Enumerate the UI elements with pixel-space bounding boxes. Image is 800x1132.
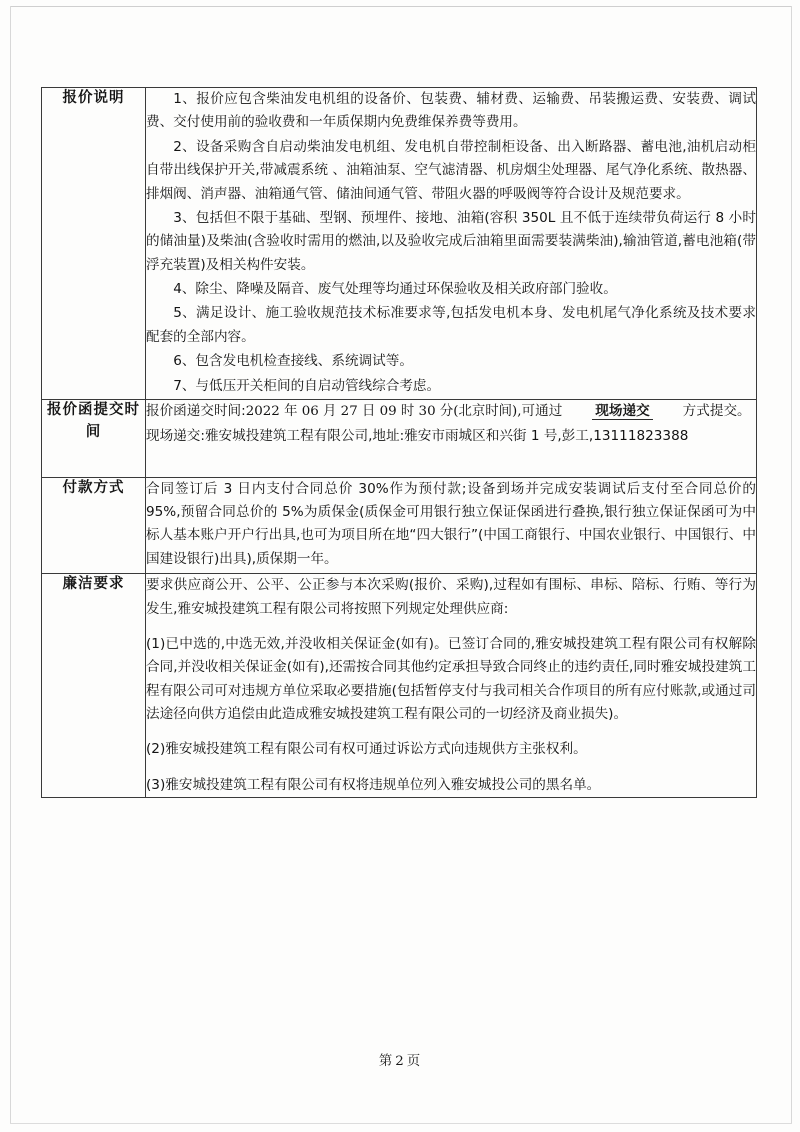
scan-edge-top bbox=[10, 6, 792, 7]
scan-edge-bottom bbox=[10, 1123, 792, 1124]
row-label-quotation-notes: 报价说明 bbox=[42, 88, 146, 400]
submission-line-2: 现场递交:雅安城投建筑工程有限公司,地址:雅安市雨城区和兴街 1 号,彭工,13111823388 bbox=[146, 428, 689, 445]
footer-page-number: 2 bbox=[395, 1054, 405, 1069]
submission-tail: 方式提交。 bbox=[682, 402, 751, 419]
row-label-payment: 付款方式 bbox=[42, 477, 146, 574]
submission-line-1 bbox=[146, 400, 756, 423]
submission-datetime: 2022 年 06 月 27 日 09 时 30 分(北京时间), bbox=[245, 403, 522, 419]
integrity-paragraph-2: (1)已中选的,中选无效,并没收相关保证金(如有)。已签订合同的,雅安城投建筑工程有限公司有权解除合同,并没收相关保证金(如有),还需按合同其他约定承担导致合同终止的违约责任,同时雅安城投建筑工程有限公司可对违规方单位采取必要措施(包括暂停支付与我司相关合作项目的所有应付账款,或通过司法途径向供方追偿由此造成雅安城投建筑工程有限公司的一切经济及商业损失)。 bbox=[146, 635, 756, 722]
integrity-paragraph-1: 要求供应商公开、公平、公正参与本次采购(报价、采购),过程如有围标、串标、陪标、行贿、等行为发生,雅安城投建筑工程有限公司将按照下列规定处理供应商: bbox=[146, 577, 756, 617]
note-item-7: 7、与低压开关柜间的自启动管线综合考虑。 bbox=[173, 377, 441, 394]
note-item-6: 6、包含发电机检查接线、系统调试等。 bbox=[173, 353, 413, 370]
row-content-quotation-notes bbox=[146, 88, 757, 400]
note-item-1: 1、报价应包含柴油发电机组的设备价、包装费、辅材费、运输费、吊装搬运费、安装费、调试费、交付使用前的验收费和一年质保期内免费维保养费等费用。 bbox=[146, 91, 756, 131]
scan-edge-left bbox=[10, 6, 11, 1124]
integrity-paragraph-3: (2)雅安城投建筑工程有限公司有权可通过诉讼方式向违规供方主张权利。 bbox=[146, 741, 587, 758]
row-content-submission-time bbox=[146, 399, 757, 477]
payment-text: 合同签订后 3 日内支付合同总价 30%作为预付款;设备到场并完成安装调试后支付至合同总价的 95%,预留合同总价的 5%为质保金(质保金可用银行独立保证保函进行叠换,银行独立保证保函可为中标人基本账户开户行出具,也可为项目所在地“四大银行”(中国工商银行、中国农业银行、中国银行、中国建设银行)出具),质保期一年。 bbox=[146, 480, 756, 567]
integrity-paragraph-4: (3)雅安城投建筑工程有限公司有权将违规单位列入雅安城投公司的黑名单。 bbox=[146, 776, 601, 793]
note-item-5: 5、满足设计、施工验收规范技术标准要求等,包括发电机本身、发电机尾气净化系统及技术要求配套的全部内容。 bbox=[146, 305, 756, 345]
submission-label: 报价函递交时间: bbox=[146, 402, 246, 419]
note-item-2: 2、设备采购含自启动柴油发电机组、发电机自带控制柜设备、出入断路器、蓄电池,油机启动柜自带出线保护开关,带减震系统 、油箱油泵、空气滤清器、机房烟尘处理器、尾气净化系统、散热器、排烟阀、消声器、油箱通气管、储油间通气管、带阻火器的呼吸阀等符合设计及规范要求。 bbox=[146, 138, 756, 202]
page-footer bbox=[0, 1049, 800, 1069]
row-label-submission-time: 报价函提交时间 bbox=[42, 399, 146, 477]
table-row-submission-time bbox=[42, 399, 757, 477]
scan-edge-right bbox=[791, 6, 792, 1124]
note-item-3: 3、包括但不限于基础、型钢、预埋件、接地、油箱(容积 350L 且不低于连续带负荷运行 8 小时的储油量)及柴油(含验收时需用的燃油,以及验收完成后油箱里面需要装满柴油),输油管道,蓄电池箱(带浮充装置)及相关构件安装。 bbox=[146, 209, 756, 273]
footer-prefix: 第 bbox=[378, 1053, 394, 1069]
row-content-integrity bbox=[146, 574, 757, 798]
row-label-integrity: 廉洁要求 bbox=[42, 574, 146, 798]
footer-suffix: 页 bbox=[406, 1053, 422, 1069]
row-content-payment bbox=[146, 477, 757, 574]
note-item-4: 4、除尘、降噪及隔音、废气处理等均通过环保验收及相关政府部门验收。 bbox=[173, 281, 617, 297]
table-row-payment bbox=[42, 477, 757, 574]
table-row-integrity bbox=[42, 574, 757, 798]
quotation-terms-table bbox=[41, 87, 757, 798]
submission-method: 现场递交 bbox=[592, 403, 652, 420]
submission-mid: 可通过 bbox=[521, 402, 563, 419]
table-row-quotation-notes bbox=[42, 88, 757, 400]
